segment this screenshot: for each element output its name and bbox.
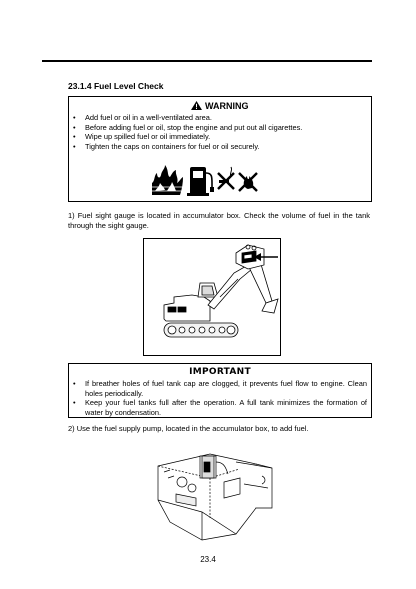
accumulator-box-illustration [140, 448, 280, 544]
warning-triangle-icon [191, 101, 202, 110]
header-rule [42, 60, 372, 62]
fuel-pump-figure [140, 448, 280, 544]
warning-pictograms [69, 161, 371, 197]
important-item: • If breather holes of fuel tank cap are clogged, it prevents fuel flow to engine. Clean holes periodically. [69, 379, 371, 398]
section-title: 23.1.4 Fuel Level Check [68, 81, 164, 91]
important-list [69, 379, 371, 417]
important-heading: IMPORTANT [189, 367, 251, 377]
warning-item: • Before adding fuel or oil, stop the engine and put out all cigarettes. [69, 123, 371, 133]
fire-icon [152, 165, 183, 195]
excavator-figure [143, 238, 281, 356]
warning-heading: WARNING [69, 101, 371, 111]
warning-list [69, 113, 371, 151]
step-2-text: 2) Use the fuel supply pump, located in the accumulator box, to add fuel. [68, 424, 309, 433]
warning-item: • Tighten the caps on containers for fuel or oil securely. [69, 142, 371, 152]
step-1-text: 1) Fuel sight gauge is located in accumulator box. Check the volume of fuel in the tank through the sight gauge. [68, 211, 370, 230]
excavator-illustration [144, 239, 280, 355]
no-flame-icon [239, 173, 257, 191]
warning-item: • Add fuel or oil in a well-ventilated area. [69, 113, 371, 123]
warning-item: • Wipe up spilled fuel or oil immediately. [69, 132, 371, 142]
page-number: 23.4 [200, 555, 216, 564]
no-smoking-icon [218, 167, 234, 189]
fuel-pump-icon [187, 167, 214, 196]
warning-box [68, 96, 372, 202]
important-item: • Keep your fuel tanks full after the operation. A full tank minimizes the formation of water by condensation. [69, 398, 371, 417]
important-box [68, 363, 372, 418]
